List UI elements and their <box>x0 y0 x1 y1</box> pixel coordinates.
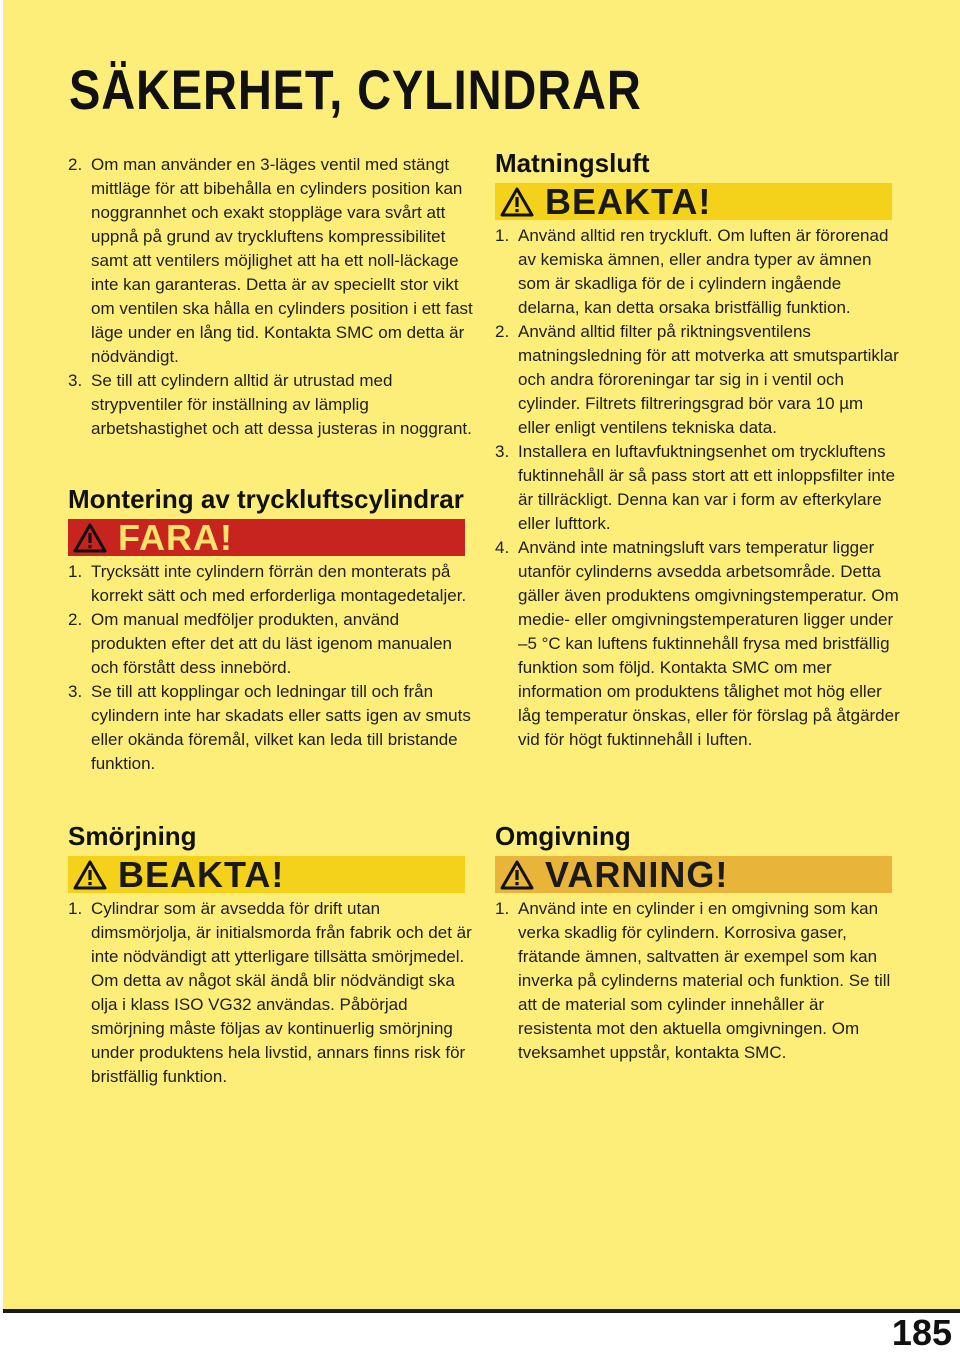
banner-label: BEAKTA! <box>118 853 285 895</box>
list-item: 1. Trycksätt inte cylindern förrän den monterats på korrekt sätt och med erforderliga montagedetaljer. <box>68 562 467 605</box>
matningsluft-list <box>495 224 900 752</box>
banner-label: FARA! <box>118 516 233 558</box>
banner-label: BEAKTA! <box>545 180 712 222</box>
list-item-text: Använd alltid ren tryckluft. Om luften är förorenad av kemiska ämnen, eller andra typer av ämnen som är skadliga för de i cylindern ingående delarna, kan detta orsaka bristfällig funktion. <box>518 226 889 317</box>
section-montering <box>68 484 473 776</box>
notice-banner <box>495 180 892 222</box>
warning-triangle-icon <box>72 522 108 554</box>
section-omgivning <box>495 821 900 1065</box>
warning-triangle-icon <box>499 859 535 891</box>
section-matningsluft <box>495 148 900 752</box>
list-item-text: Se till att kopplingar och ledningar till och från cylindern inte har skadats eller satts igen av smuts eller okända föremål, vilket kan leda till bristande funktion. <box>91 682 471 773</box>
list-item: 4. Använd inte matningsluft vars temperatur ligger utanför cylinderns avsedda arbetsområde. Detta gäller även produktens omgivningstemperatur. Om medie- eller omgivningstemperaturen ligger under –5 °C kan luftens fuktinnehåll frysa med bristfällig funktion som följd. Kontakta SMC om mer information om produktens tålighet mot hög eller låg temperatur önskas, eller för förslag på åtgärder vid för högt fuktinnehåll i luften. <box>495 538 900 749</box>
list-item: 3. Installera en luftavfuktningsenhet om tryckluftens fuktinnehåll är så pass stort att ett inloppsfilter inte är tillräckligt. Denna kan var i form av efterkylare eller lufttork. <box>495 442 896 533</box>
banner-label: VARNING! <box>545 853 729 895</box>
list-item: 3. Se till att cylindern alltid är utrustad med strypventiler för inställning av lämplig arbetshastighet och att dessa justeras in noggrant. <box>68 371 472 438</box>
intro-list <box>68 153 473 441</box>
danger-banner <box>68 516 465 558</box>
list-item: 1. Använd alltid ren tryckluft. Om luften är förorenad av kemiska ämnen, eller andra typer av ämnen som är skadliga för de i cylindern ingående delarna, kan detta orsaka bristfällig funktion. <box>495 226 889 317</box>
list-item: 2. Om man använder en 3-läges ventil med stängt mittläge för att bibehålla en cylinders position kan noggrannhet och exakt stoppläge vara svårt att uppnå på grund av tryckluftens kompressibilitet samt att ventilers möjlighet att ha ett noll-läckage inte kan garanteras. Detta är av speciellt stor vikt om ventilen ska hålla en cylinders position i ett fast läge under en lång tid. Kontakta SMC om detta är nödvändigt. <box>68 155 473 366</box>
list-item: 2. Om manual medföljer produkten, använd produkten efter det att du läst igenom manualen och förstått dess innebörd. <box>68 610 453 677</box>
list-item-text: Använd alltid filter på riktningsventilens matningsledning för att motverka att smutspartiklar och andra föroreningar tar sig in i ventil och cylinder. Filtrets filtreringsgrad bör vara 10 µm eller enligt ventilens tekniska data. <box>518 322 899 437</box>
section-heading: Matningsluft <box>495 148 650 178</box>
list-item: 2. Använd alltid filter på riktningsventilens matningsledning för att motverka att smutspartiklar och andra föroreningar tar sig in i ventil och cylinder. Filtrets filtreringsgrad bör vara 10 µm eller enligt ventilens tekniska data. <box>495 322 899 437</box>
list-item-text: Cylindrar som är avsedda för drift utan dimsmörjolja, är initialsmorda från fabrik och det är inte nödvändigt att ytterligare tillsätta smörjmedel. Om detta av något skäl ändå blir nödvändigt ska olja i klass ISO VG32 användas. Påbörjad smörjning måste följas av kontinuerlig smörjning under produktens hela livstid, annars finns risk för bristfällig funktion. <box>91 899 472 1086</box>
section-heading: Montering av tryckluftscylindrar <box>68 484 464 514</box>
left-column <box>68 153 473 441</box>
section-smorjning <box>68 821 473 1089</box>
list-item-text: Använd inte matningsluft vars temperatur ligger utanför cylinderns avsedda arbetsområde. Detta gäller även produktens omgivningstemperatur. Om medie- eller omgivningstemperaturen ligger under –5 °C kan luftens fuktinnehåll frysa med bristfällig funktion som följd. Kontakta SMC om mer information om produktens tålighet mot hög eller låg temperatur önskas, eller för förslag på åtgärder vid för högt fuktinnehåll i luften. <box>518 538 900 749</box>
montering-list <box>68 560 473 776</box>
list-item: 1. Cylindrar som är avsedda för drift utan dimsmörjolja, är initialsmorda från fabrik och det är inte nödvändigt att ytterligare tillsätta smörjmedel. Om detta av något skäl ändå blir nödvändigt ska olja i klass ISO VG32 användas. Påbörjad smörjning måste följas av kontinuerlig smörjning under produktens hela livstid, annars finns risk för bristfällig funktion. <box>68 899 472 1086</box>
list-item-text: Trycksätt inte cylindern förrän den monterats på korrekt sätt och med erforderliga montagedetaljer. <box>91 562 467 605</box>
section-heading: Omgivning <box>495 821 631 851</box>
page-number: 185 <box>891 1312 952 1353</box>
list-item-text: Om manual medföljer produkten, använd produkten efter det att du läst igenom manualen och förstått dess innebörd. <box>91 610 453 677</box>
notice-banner <box>68 853 465 895</box>
section-heading: Smörjning <box>68 821 197 851</box>
list-item: 3. Se till att kopplingar och ledningar till och från cylindern inte har skadats eller satts igen av smuts eller okända föremål, vilket kan leda till bristande funktion. <box>68 682 471 773</box>
list-item-text: Använd inte en cylinder i en omgivning som kan verka skadlig för cylindern. Korrosiva gaser, frätande ämnen, saltvatten är exempel som kan inverka på cylinderns material och funktion. Se till att de material som cylinder innehåller är resistenta mot den aktuella omgivningen. Om tveksamhet uppstår, kontakta SMC. <box>518 899 891 1062</box>
smorjning-list <box>68 897 473 1089</box>
list-item: 1. Använd inte en cylinder i en omgivning som kan verka skadlig för cylindern. Korrosiva gaser, frätande ämnen, saltvatten är exempel som kan inverka på cylinderns material och funktion. Se till att de material som cylinder innehåller är resistenta mot den aktuella omgivningen. Om tveksamhet uppstår, kontakta SMC. <box>495 899 891 1062</box>
list-item-text: Om man använder en 3-läges ventil med stängt mittläge för att bibehålla en cylinders position kan noggrannhet och exakt stoppläge vara svårt att uppnå på grund av tryckluftens kompressibilitet samt att ventilers möjlighet att ha ett noll-läckage inte kan garanteras. Detta är av speciellt stor vikt om ventilen ska hålla en cylinders position i ett fast läge under en lång tid. Kontakta SMC om detta är nödvändigt. <box>91 155 473 366</box>
omgivning-list <box>495 897 900 1065</box>
list-item-text: Installera en luftavfuktningsenhet om tryckluftens fuktinnehåll är så pass stort att ett inloppsfilter inte är tillräckligt. Denna kan var i form av efterkylare eller lufttork. <box>518 442 896 533</box>
warning-triangle-icon <box>72 859 108 891</box>
page-title: SÄKERHET, CYLINDRAR <box>69 58 642 121</box>
warning-banner <box>495 853 892 895</box>
list-item-text: Se till att cylindern alltid är utrustad med strypventiler för inställning av lämplig arbetshastighet och att dessa justeras in noggrant. <box>91 371 472 438</box>
warning-triangle-icon <box>499 186 535 218</box>
footer-rule <box>3 1309 960 1313</box>
